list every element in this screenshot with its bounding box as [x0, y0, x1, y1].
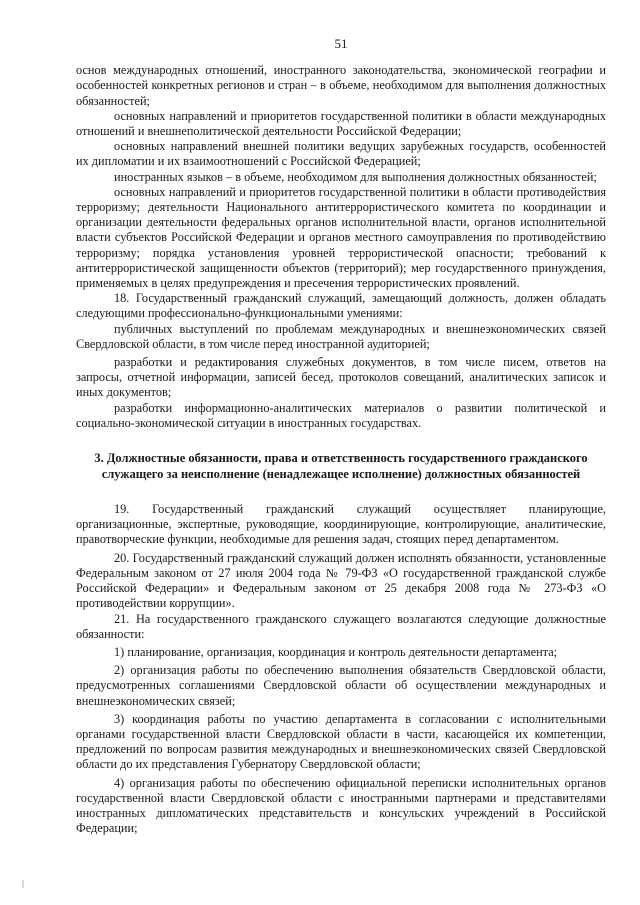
paragraph: разработки информационно-аналитических материалов о развитии политической и социально-экономической ситуации в иностранных государствах.	[76, 400, 606, 430]
document-page	[76, 36, 606, 836]
paragraph: 3) координация работы по участию департамента в согласовании с исполнительными органами государственной власти Свердловской области в части, касающейся их компетенции, предложений по вопросам развития международных и внешнеэкономических связей Свердловской области до их представления Губернатору Свердловской области;	[76, 711, 606, 772]
paragraph: разработки и редактирования служебных документов, в том числе писем, ответов на запросы, отчетной информации, записей бесед, протоколов совещаний, аналитических записок и иных документов;	[76, 355, 606, 400]
paragraph: 2) организация работы по обеспечению выполнения обязательств Свердловской области, предусмотренных соглашениями Свердловской области об осуществлении международных и внешнеэкономических связей;	[76, 663, 606, 708]
paragraph: 4) организация работы по обеспечению официальной переписки исполнительных органов государственной власти Свердловской области с иностранными партнерами и представителями иностранных дипломатических представительств и консульских учреждений в Российской Федерации;	[76, 775, 606, 836]
document-body	[76, 63, 606, 836]
paragraph: иностранных языков – в объеме, необходимом для выполнения должностных обязанностей;	[114, 169, 597, 184]
paragraph: 18. Государственный гражданский служащий, замещающий должность, должен обладать следующими профессионально-функциональными умениями:	[76, 291, 606, 321]
scan-artifact	[22, 880, 24, 888]
paragraph: публичных выступлений по проблемам международных и внешнеэкономических связей Свердловской области, в том числе перед иностранной аудиторией;	[76, 321, 606, 351]
paragraph: 20. Государственный гражданский служащий должен исполнять обязанности, установленные Федеральным законом от 27 июля 2004 года № 79-ФЗ «О государственной гражданской службе Российской Федерации» и Федеральным законом от 25 декабря 2008 года № 273-ФЗ «О противодействии коррупции».	[76, 550, 606, 611]
paragraph: основ международных отношений, иностранного законодательства, экономической географии и особенностей конкретных регионов и стран – в объеме, необходимом для выполнения должностных обязанностей;	[76, 63, 606, 108]
paragraph: 21. На государственного гражданского служащего возлагаются следующие должностные обязанности:	[76, 611, 606, 641]
paragraph: основных направлений и приоритетов государственной политики в области международных отношений и внешнеполитической деятельности Российской Федерации;	[76, 108, 606, 139]
page-number: 51	[334, 36, 348, 51]
paragraph: 1) планирование, организация, координация и контроль деятельности департамента;	[114, 644, 558, 659]
paragraph: 19. Государственный гражданский служащий осуществляет планирующие, организационные, экспертные, руководящие, координирующие, контролирующие, аналитические, правотворческие функции, необходимые для решения задач, стоящих перед департаментом.	[76, 502, 606, 547]
section-heading: 3. Должностные обязанности, права и ответственность государственного гражданского служащего за неисполнение (ненадлежащее исполнение) должностных обязанностей	[94, 451, 588, 481]
paragraph: основных направлений и приоритетов государственной политики в области противодействия терроризму; деятельности Национального антитеррористического комитета по координации и организации деятельности федеральных органов исполнительной власти, органов исполнительной власти субъектов Российской Федерации и органов местного самоуправления по противодействию терроризму; порядка установления уровней террористической опасности; требований к антитеррористической защищенности объектов (территорий); мер государственного принуждения, применяемых в целях предупреждения и пресечения террористических проявлений.	[76, 184, 606, 291]
paragraph: основных направлений внешней политики ведущих зарубежных государств, особенностей их дипломатии и их взаимоотношений с Российской Федерацией;	[76, 139, 606, 169]
